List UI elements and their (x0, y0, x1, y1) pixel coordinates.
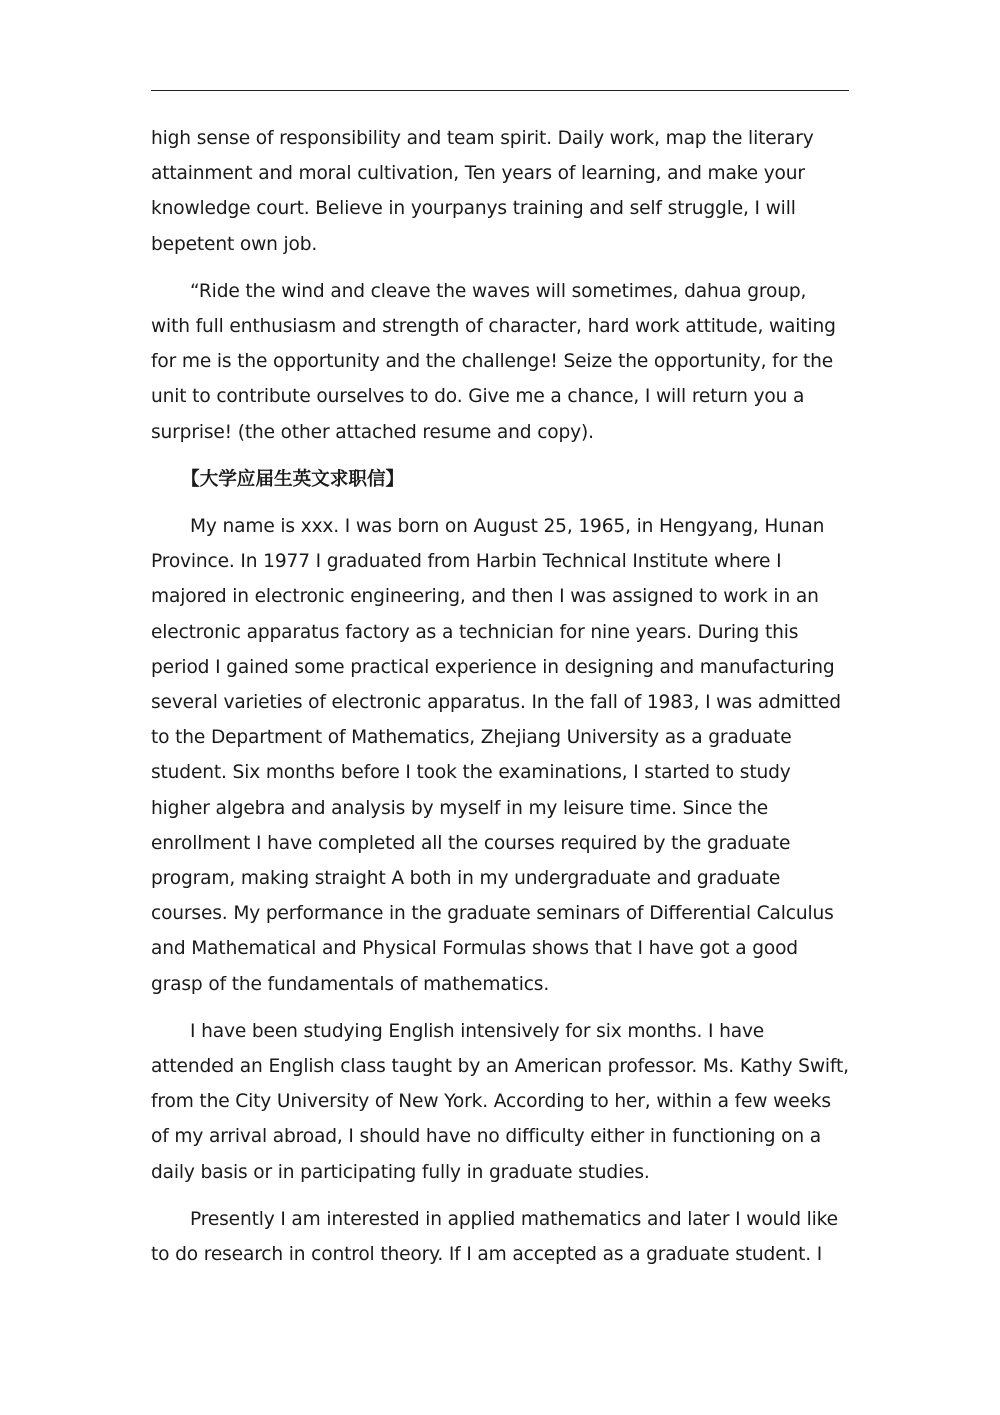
document-body (151, 121, 849, 1284)
paragraph-english-study: I have been studying English intensively for six months. I have attended an English class taught by an American professor. Ms. Kathy Swift, from the City University of New York. According to her, within a few weeks of my arrival abroad, I should have no difficulty either in functioning on a daily basis or in participating fully in graduate studies. (151, 1020, 849, 1183)
paragraph-responsibility: high sense of responsibility and team spirit. Daily work, map the literary attainment and moral cultivation, Ten years of learning, and make your knowledge court. Believe in yourpanys training and self struggle, I will bepetent own job. (151, 128, 814, 255)
section-heading: 【大学应届生英文求职信】 (181, 468, 405, 490)
header-rule (151, 90, 849, 91)
paragraph-background: My name is xxx. I was born on August 25, 1965, in Hengyang, Hunan Province. In 1977 I graduated from Harbin Technical Institute where I majored in electronic engineering, and then I was assigned to work in an electronic apparatus factory as a technician for nine years. During this period I gained some practical experience in designing and manufacturing several varieties of electronic apparatus. In the fall of 1983, I was admitted to the Department of Mathematics, Zhejiang University as a graduate student. Six months before I took the examinations, I started to study higher algebra and analysis by myself in my leisure time. Since the enrollment I have completed all the courses required by the graduate program, making straight A both in my undergraduate and graduate courses. My performance in the graduate seminars of Differential Calculus and Mathematical and Physical Formulas shows that I have got a good grasp of the fundamentals of mathematics. (151, 516, 841, 995)
paragraph-research-interest: Presently I am interested in applied mathematics and later I would like to do research in control theory. If I am accepted as a graduate student. I (151, 1208, 838, 1266)
paragraph-ride-the-wind: “Ride the wind and cleave the waves will sometimes, dahua group, with full enthusiasm and strength of character, hard work attitude, waiting for me is the opportunity and the challenge! Seize the opportunity, for the unit to contribute ourselves to do. Give me a chance, I will return you a surprise! (the other attached resume and copy). (151, 280, 836, 443)
